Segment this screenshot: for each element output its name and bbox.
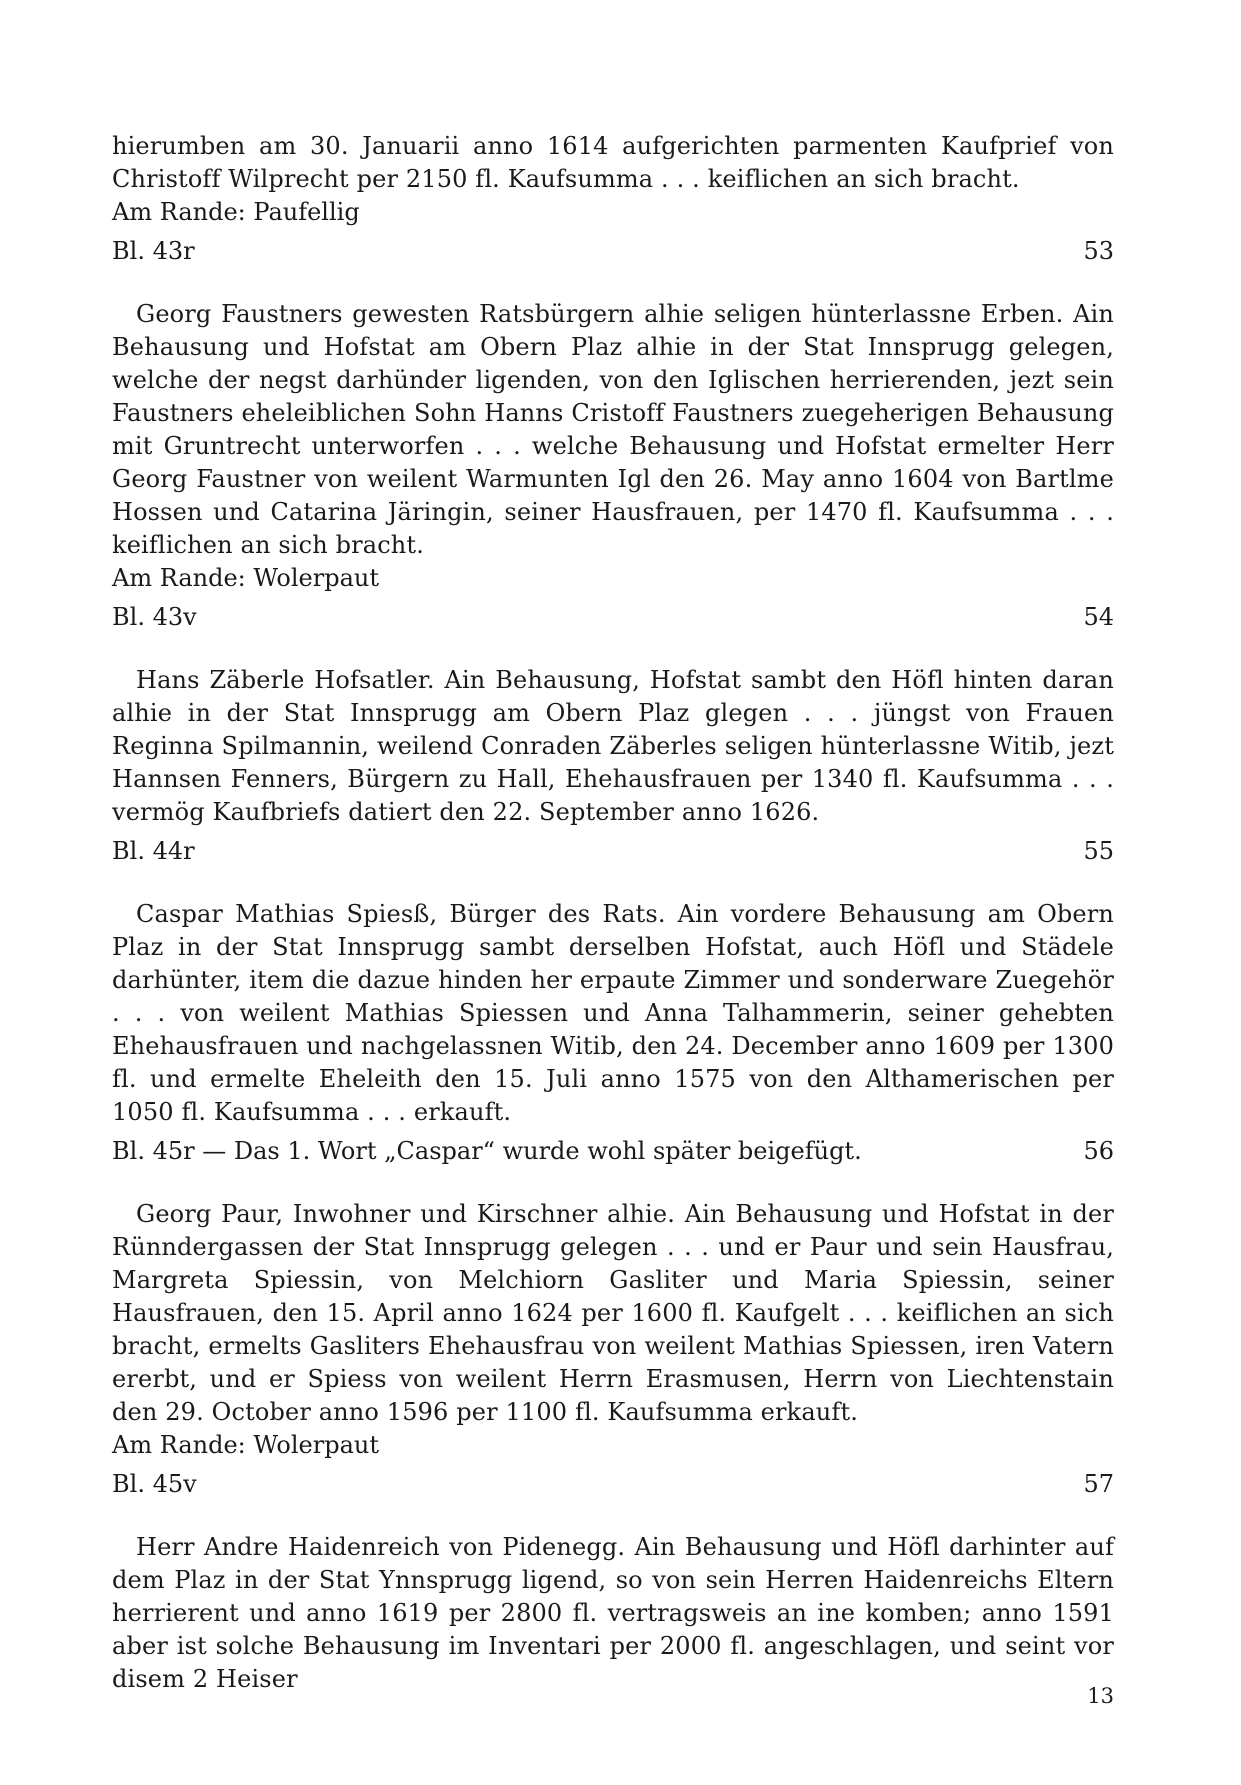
- entry-54-ref-row: [112, 835, 1114, 868]
- intro-ref-row: [112, 235, 1114, 268]
- entry-56-text: Georg Paur, Inwohner und Kirschner alhie. Ain Behausung und Hofstat in der Rünndergassen der Stat Innsprugg gelegen . . . und er Paur und sein Hausfrau, Margreta Spiessin, von Melchiorn Gasliter und Maria Spiessin, seiner Hausfrauen, den 15. April anno 1624 per 1600 fl. Kaufgelt . . . keiflichen an sich bracht, ermelts Gasliters Ehehausfrau von weilent Mathias Spiessen, iren Vatern ererbt, und er Spiess von weilent Herrn Erasmusen, Herrn von Liechtenstain den 29. October anno 1596 per 1100 fl. Kaufsumma erkauft.: [112, 1200, 1114, 1426]
- entry-number-56: 56: [1083, 1137, 1114, 1165]
- entry-53-margin-note: Am Rande: Wolerpaut: [112, 564, 379, 592]
- entry-56-folio-ref: Bl. 45v: [112, 1470, 197, 1498]
- entry-56-margin-note: Am Rande: Wolerpaut: [112, 1431, 379, 1459]
- entry-53-ref-row: [112, 601, 1114, 634]
- entry-number-53: 53: [1083, 237, 1114, 265]
- entry-55-folio-ref: Bl. 45r — Das 1. Wort „Caspar“ wurde wohl später beigefügt.: [112, 1137, 862, 1165]
- entry-55-ref-row: [112, 1135, 1114, 1168]
- intro-folio-ref: Bl. 43r: [112, 237, 195, 265]
- entry-54-text: Hans Zäberle Hofsatler. Ain Behausung, Hofstat sambt den Höfl hinten daran alhie in der Stat Innsprugg am Obern Plaz glegen . . . jüngst von Frauen Reginna Spilmannin, weilend Conraden Zäberles seligen hünterlassne Witib, jezt Hannsen Fenners, Bürgern zu Hall, Ehehausfrauen per 1340 fl. Kaufsumma . . . vermög Kaufbriefs datiert den 22. September anno 1626.: [112, 666, 1114, 826]
- intro-margin-note: Am Rande: Paufellig: [112, 198, 360, 226]
- entry-53-folio-ref: Bl. 43v: [112, 603, 197, 631]
- entry-number-54: 54: [1083, 603, 1114, 631]
- entry-number-55: 55: [1083, 837, 1114, 865]
- entry-55-text: Caspar Mathias Spiesß, Bürger des Rats. Ain vordere Behausung am Obern Plaz in der Stat Innsprugg sambt derselben Hofstat, auch Höfl und Städele darhünter, item die dazue hinden her erpaute Zimmer und sonderware Zuegehör . . . von weilent Mathias Spiessen und Anna Talhammerin, seiner gehebten Ehehausfrauen und nachgelassnen Witib, den 24. December anno 1609 per 1300 fl. und ermelte Eheleith den 15. Juli anno 1575 von den Althamerischen per 1050 fl. Kaufsumma . . . erkauft.: [112, 900, 1114, 1126]
- page-number: 13: [1087, 1684, 1114, 1708]
- entry-53-text: Georg Faustners gewesten Ratsbürgern alhie seligen hünterlassne Erben. Ain Behausung und Hofstat am Obern Plaz alhie in der Stat Innsprugg gelegen, welche der negst darhünder ligenden, von den Iglischen herrierenden, jezt sein Faustners eheleiblichen Sohn Hanns Cristoff Faustners zuegeherigen Behausung mit Gruntrecht unterworfen . . . welche Behausung und Hofstat ermelter Herr Georg Faustner von weilent Warmunten Igl den 26. May anno 1604 von Bartlme Hossen und Catarina Järingin, seiner Hausfrauen, per 1470 fl. Kaufsumma . . . keiflichen an sich bracht.: [112, 300, 1114, 559]
- entry-57-text: Herr Andre Haidenreich von Pidenegg. Ain Behausung und Höfl darhinter auf dem Plaz in der Stat Ynnsprugg ligend, so von sein Herren Haidenreichs Eltern herrierent und anno 1619 per 2800 fl. vertragsweis an ine komben; anno 1591 aber ist solche Behausung im Inventari per 2000 fl. angeschlagen, und seint vor disem 2 Heiser: [112, 1533, 1114, 1693]
- intro-paragraph: hierumben am 30. Januarii anno 1614 aufgerichten parmenten Kaufprief von Christoff Wilprecht per 2150 fl. Kaufsumma . . . keiflichen an sich bracht.: [112, 132, 1114, 193]
- entry-54-folio-ref: Bl. 44r: [112, 837, 195, 865]
- entry-number-57: 57: [1083, 1470, 1114, 1498]
- entry-56-ref-row: [112, 1468, 1114, 1501]
- document-page: [112, 130, 1114, 1696]
